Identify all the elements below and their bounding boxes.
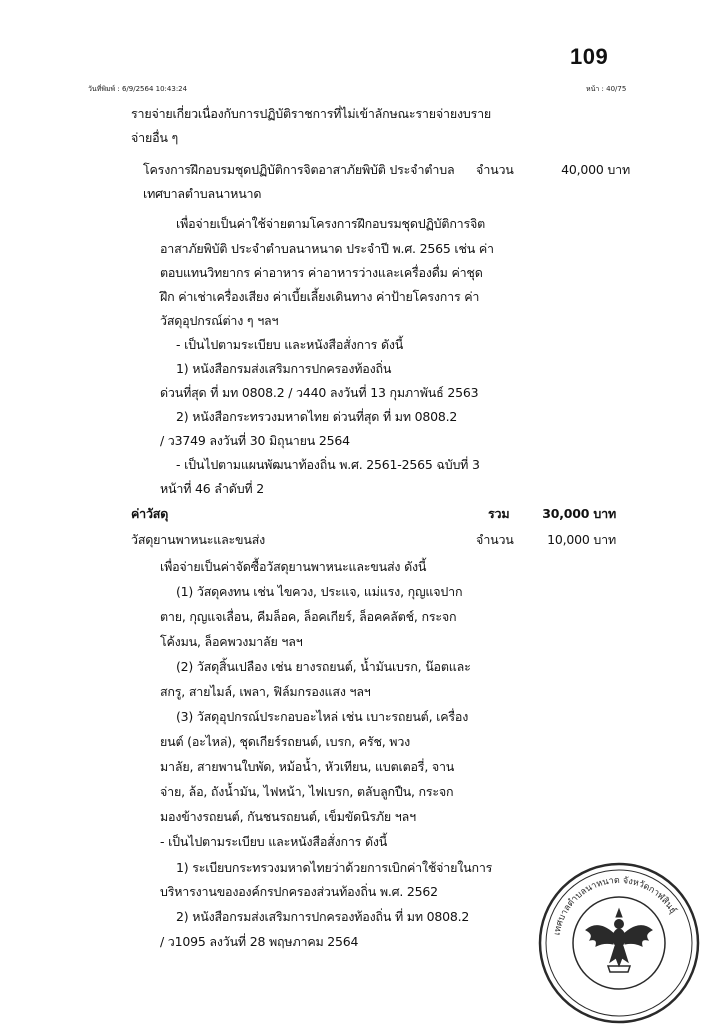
regulation-intro: - เป็นไปตามระเบียบ และหนังสือสั่งการ ดังนี้ [176,337,404,352]
project-desc-line1: เพื่อจ่ายเป็นค่าใช้จ่ายตามโครงการฝึกอบรมชุดปฏิบัติการจิต [176,216,486,231]
consumable-items-line2: สกรู, สายไมล์, เพลา, ฟิล์มกรองแสง ฯลฯ [160,684,371,699]
vehicle-amount: 10,000 บาท [547,532,616,547]
materials-total-label: รวม [488,506,510,521]
durable-items-line2: ตาย, กุญแจเลื่อน, คีมล็อค, ล็อคเกียร์, ล็อคคลัตช์, กระจก [160,609,457,624]
print-date: วันที่พิมพ์ : 6/9/2564 10:43:24 [88,85,188,93]
materials-total-amount: 30,000 บาท [542,506,616,521]
vehicle-materials-title: วัสดุยานพาหนะและขนส่ง [131,532,266,547]
regulation-1-line2: ด่วนที่สุด ที่ มท 0808.2 / ว440 ลงวันที่ 13 กุมภาพันธ์ 2563 [160,385,479,400]
project-amount-label: จำนวน [476,162,514,177]
garuda-emblem [586,909,652,972]
project-desc-line3: ตอบแทนวิทยากร ค่าอาหาร ค่าอาหารว่างและเครื่องดื่ม ค่าชุด [160,265,483,280]
project-amount: 40,000 บาท [561,162,630,177]
parts-items-line4: จ่าย, ล้อ, ถังน้ำมัน, ไฟหน้า, ไฟเบรก, ตลับลูกปืน, กระจก [160,784,454,799]
consumable-items-line1: (2) วัสดุสิ้นเปลือง เช่น ยางรถยนต์, น้ำมันเบรก, น๊อตและ [176,659,471,674]
materials-heading: ค่าวัสดุ [131,506,169,521]
vehicle-desc-intro: เพื่อจ่ายเป็นค่าจัดซื้อวัสดุยานพาหนะและขนส่ง ดังนี้ [160,559,427,574]
parts-items-line2: ยนต์ (อะไหล่), ชุดเกียร์รถยนต์, เบรก, ครัช, พวง [160,734,411,749]
durable-items-line1: (1) วัสดุคงทน เช่น ไขควง, ประแจ, แม่แรง, กุญแจปาก [176,584,463,599]
regulation-1-line1: 1) หนังสือกรมส่งเสริมการปกครองท้องถิ่น [176,361,392,376]
page-number: 109 [570,44,609,69]
vehicle-regulation-2-line2: / ว1095 ลงวันที่ 28 พฤษภาคม 2564 [160,934,359,949]
plan-reference-line1: - เป็นไปตามแผนพัฒนาท้องถิ่น พ.ศ. 2561-2565 ฉบับที่ 3 [176,457,480,472]
vehicle-regulation-2-line1: 2) หนังสือกรมส่งเสริมการปกครองท้องถิ่น ที่ มท 0808.2 [176,909,470,924]
durable-items-line3: โค้งมน, ล็อคพวงมาลัย ฯลฯ [160,634,303,649]
seal-text: เทศบาลตำบลนาหนาด จังหวัดกาฬสินธุ์ [552,875,678,936]
regulation-2-line2: / ว3749 ลงวันที่ 30 มิถุนายน 2564 [160,433,350,448]
project-desc-line4: ฝึก ค่าเช่าเครื่องเสียง ค่าเบี้ยเลี้ยงเดินทาง ค่าป้ายโครงการ ค่า [160,289,480,304]
project-title-line2: เทศบาลตำบลนาหนาด [143,186,262,201]
vehicle-regulation-1-line1: 1) ระเบียบกระทรวงมหาดไทยว่าด้วยการเบิกค่าใช้จ่ายในการ [176,860,493,875]
project-desc-line2: อาสาภัยพิบัติ ประจำตำบลนาหนาด ประจำปี พ.ศ. 2565 เช่น ค่า [160,241,494,256]
section-heading-line1: รายจ่ายเกี่ยวเนื่องกับการปฏิบัติราชการที่ไม่เข้าลักษณะรายจ่ายงบราย [131,106,492,121]
parts-items-line3: มาลัย, สายพานใบพัด, หม้อน้ำ, หัวเทียน, แบตเตอรี่, จาน [160,759,455,774]
parts-items-line5: มองข้างรถยนต์, กันชนรถยนต์, เข็มขัดนิรภัย ฯลฯ [160,809,416,824]
vehicle-amount-label: จำนวน [476,532,514,547]
page-of: หน้า : 40/75 [586,85,627,93]
section-heading-line2: จ่ายอื่น ๆ [131,130,179,145]
regulation-2-line1: 2) หนังสือกระทรวงมหาดไทย ด่วนที่สุด ที่ มท 0808.2 [176,409,458,424]
parts-items-line1: (3) วัสดุอุปกรณ์ประกอบอะไหล่ เช่น เบาะรถยนต์, เครื่อง [176,709,469,724]
project-title-line1: โครงการฝึกอบรมชุดปฏิบัติการจิตอาสาภัยพิบัติ ประจำตำบล [143,162,455,177]
vehicle-regulation-intro: - เป็นไปตามระเบียบ และหนังสือสั่งการ ดังนี้ [160,834,388,849]
vehicle-regulation-1-line2: บริหารงานขององค์กรปกครองส่วนท้องถิ่น พ.ศ. 2562 [160,884,438,899]
project-desc-line5: วัสดุอุปกรณ์ต่าง ๆ ฯลฯ [160,313,279,328]
plan-reference-line2: หน้าที่ 46 ลำดับที่ 2 [160,481,264,496]
official-seal [536,860,702,1026]
